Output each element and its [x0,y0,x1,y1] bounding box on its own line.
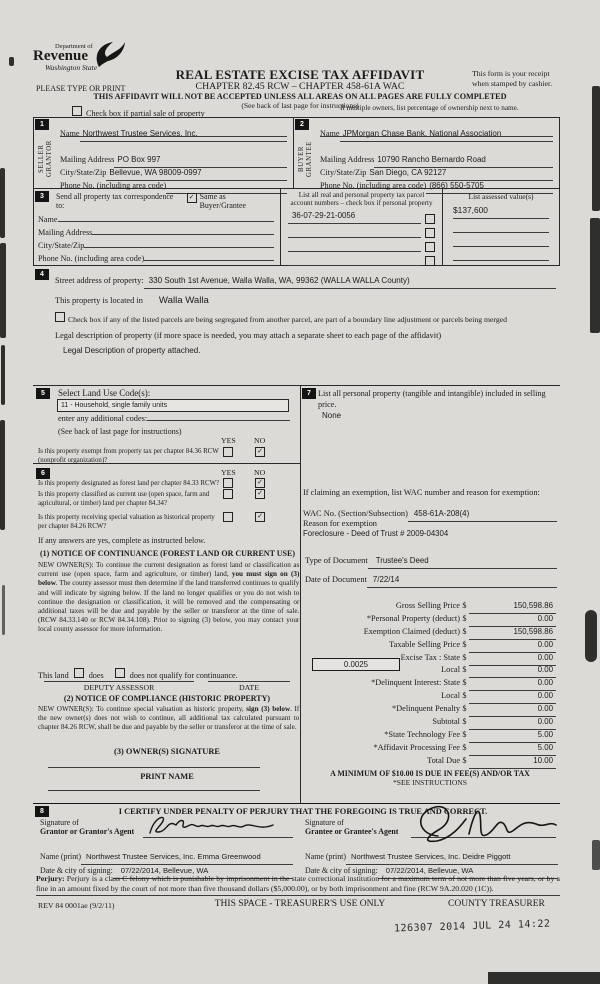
money-value: 0.00 [537,678,553,688]
additional-codes-label: enter any additional codes: [58,414,148,423]
grantee-date-city-value: 07/22/2014, Bellevue, WA [385,866,474,875]
money-value: 0.00 [537,691,553,701]
grantee-printed-name: Northwest Trustee Services, Inc. Deidre Piggott [350,852,511,861]
print-name-line [48,790,260,791]
warning-note: THIS AFFIDAVIT WILL NOT BE ACCEPTED UNLESS ALL AREAS ON ALL PAGES ARE FULLY COMPLETED [93,92,507,101]
perjury-notice [36,874,560,896]
parcel-row-3 [288,238,435,252]
exempt-yes-checkbox [223,447,233,457]
notice1-post: . The county assessor must then determine if the land transferred continues to qualify and will indicate by signing below. If the land no longer qualifies or you do not wish to continue the designation or classification, it will be removed and the compensating or additional taxes will be due and payable by the seller or transferor at the time of sale. (RCW 84.33.140 or RCW 84.34.108). Prior to signing (3) below, you may contact your local county assessor for more information. [38,578,300,634]
does-not-label: does not qualify for continuance. [129,671,238,680]
county-treasurer-label: COUNTY TREASURER [448,899,545,909]
money-label: Excise Tax : State [400,652,460,662]
mailing-label: Mailing Address [60,155,115,164]
legal-description-value: Legal Description of property attached. [63,346,201,355]
buyer-grantee-box [294,118,559,188]
money-row-delinquent-interest-state [302,672,558,688]
continuance-qualify-row [38,668,238,680]
money-value: 150,598.86 [513,601,553,610]
reason-exemption-value: Foreclosure - Deed of Trust # 2009-04304 [303,529,449,538]
corr-city-row [38,241,274,254]
phone-label: Phone No. (including area code) [60,181,167,190]
notice1-pre: NEW OWNER(S): To continue the current designation as forest land or classification as current use (open space, farm and agriculture, or timber) land, [38,560,300,579]
additional-codes-row [58,414,290,423]
parcel-numbers-box [280,189,443,265]
money-value: 10.00 [533,755,553,765]
money-value: 0.00 [537,717,553,727]
box-number-8: 8 [35,806,49,817]
deputy-date-line [208,681,290,682]
print-name-label: PRINT NAME [140,772,194,781]
dept-sub-text: Washington State [45,63,98,72]
scan-artifact [0,168,5,238]
dollar-sign: $ [462,717,467,727]
signature-of-label: Signature of [40,818,79,827]
receipt-note-line2: when stamped by cashier. [472,78,553,88]
see-back-note: (See back of last page for instructions) [241,101,359,110]
seller-side-label-2: GRANTOR [46,140,53,178]
if-any-yes-note: If any answers are yes, complete as instructed below. [38,536,206,545]
dollar-sign: $ [462,613,467,623]
date-city-label: Date & city of signing: [40,866,113,875]
deputy-assessor-line [44,681,194,682]
box-number-2: 2 [295,119,309,130]
money-label: *Affidavit Processing Fee [373,742,460,752]
exempt-no-checkbox: ✓ [255,447,265,457]
city-label: City/State/Zip [38,241,85,250]
parcel-row-1 [288,211,435,224]
money-label: Subtotal [432,717,460,727]
section-divider [33,385,560,386]
revenue-logo-icon [92,40,126,68]
assessed-values-box [443,189,559,265]
dollar-sign: $ [462,626,467,636]
buyer-side-label-2: GRANTEE [306,141,313,177]
date-city-label: Date & city of signing: [305,866,378,875]
grantor-printed-name: Northwest Trustee Services, Inc. Emma Greenwood [85,852,261,861]
money-row-processing-fee [302,737,558,750]
money-value: 150,598.86 [513,626,553,636]
tax-correspondence-section [33,189,560,266]
yes-header-5: YES [221,436,236,445]
owners-signature-heading: (3) OWNER(S) SIGNATURE [114,747,220,756]
box-number-4: 4 [35,269,49,280]
dollar-sign: $ [462,755,467,765]
no-header-5: NO [254,436,266,445]
buyer-city-value: San Diego, CA 92127 [369,168,447,177]
seller-side-label [38,131,53,187]
land-use-code-value: 11 - Household, single family units [61,402,168,409]
money-table [302,595,558,763]
wac-number-label: WAC No. (Section/Subsection) [303,509,408,518]
seller-name-row [60,123,287,136]
dollar-sign: $ [462,729,467,739]
partial-sale-checkbox [72,106,82,116]
name-label: Name [38,215,58,224]
form-title: REAL ESTATE EXCISE TAX AFFIDAVIT [175,67,425,82]
same-as-buyer-checkbox: ✓ [187,193,197,203]
street-address-row [55,270,556,289]
assessed-row-2 [453,219,549,233]
current-use-question: Is this property classified as current use (open space, farm and agricultural, or timber) land per chapter 84.34? [38,489,210,507]
money-label: Local [441,665,460,675]
money-row-excise-local [302,659,558,675]
please-type-note: PLEASE TYPE OR PRINT [36,84,126,93]
form-revision-number: REV 84 0001ae (9/2/11) [38,901,115,910]
name-label: Name [60,129,80,138]
send-correspondence-row [56,192,274,210]
buyer-name-value: JPMorgan Chase Bank, National Association [342,129,502,138]
money-value: 0.00 [537,652,553,662]
multiple-owners-note: If multiple owners, list percentage of ownership next to name. [340,104,519,112]
parcel-2-checkbox [425,228,435,238]
city-label: City/State/Zip [60,168,107,177]
grantor-signature-label [40,818,134,836]
date-of-document-label: Date of Document [305,575,367,584]
see-instructions-note: *SEE INSTRUCTIONS [392,778,468,787]
buyer-side-label [298,131,313,187]
land-use-title: Select Land Use Code(s): [58,388,151,398]
scan-artifact [9,57,14,66]
seller-city-value: Bellevue, WA 98009-0997 [109,168,202,177]
money-label: Total Due [427,755,460,765]
buyer-side-label-1: BUYER [298,145,305,173]
located-in-row [55,295,560,306]
property-address-section [33,266,560,355]
box-number-5: 5 [36,388,50,399]
land-does-not-checkbox [115,668,125,678]
personal-property-value: None [322,411,342,420]
notice2-bold: sign (3) below [246,704,291,713]
notice-continuance-body [38,560,299,634]
grantor-signature-image [145,812,280,839]
segregated-checkbox [55,312,65,322]
column-divider [300,386,301,803]
name-print-label: Name (print) [305,852,346,861]
perjury-text: Perjury is a class C felony which is punishable by imprisonment in the state correctional institution for a maximum term of not more than five years, or by a fine in an amount fixed by the court of not more than five thousand dollars ($5,000.00), or by both imprisonment and fine (RCW 9A.20.020 (1C)). [36,874,560,893]
money-value: 0.00 [537,665,553,675]
parcel-row-2 [288,224,435,238]
assessed-row-3 [453,233,549,247]
money-label: *Delinquent Penalty [392,704,460,714]
seller-side-label-1: SELLER [38,144,45,174]
see-back-note-2: (See back of last page for instructions) [58,427,182,436]
historic-no-checkbox: ✓ [255,512,265,522]
minimum-due-note: A MINIMUM OF $10.00 IS DUE IN FEE(S) AND/OR TAX [330,769,530,778]
legal-description-label: Legal description of property (if more space is needed, you may attach a separate sheet to each page of the affidavit) [55,331,442,340]
money-label: Local [441,691,460,701]
exemption-claim-label: If claiming an exemption, list WAC number and reason for exemption: [303,488,540,497]
forest-question: Is this property designated as forest land per chapter 84.33 RCW? [38,478,220,487]
notice2-pre: NEW OWNER(S): To continue special valuation as historic property, [38,704,247,713]
name-label: Name [320,129,340,138]
money-row-personal [302,608,558,621]
land-does-checkbox [74,668,84,678]
located-in-value: Walla Walla [158,295,209,306]
does-label: does [88,671,104,680]
notice-continuance-title: (1) NOTICE OF CONTINUANCE (FOREST LAND OR CURRENT USE) [40,549,295,558]
parcel-header: List all real and personal property tax parcel account numbers – check box if personal property [290,191,433,208]
money-row-taxable [302,634,558,647]
no-header-6: NO [254,468,266,477]
segregated-row [55,312,560,324]
scan-artifact [592,840,600,870]
box-number-7: 7 [302,388,316,399]
grantee-signature-image [408,790,558,846]
corr-name-row [38,215,274,228]
receipt-note [472,69,552,88]
parties-section [33,117,560,189]
money-row-total-due [302,750,558,763]
exempt-question: Is this property exempt from property tax per chapter 84.36 RCW (nonprofit organization)? [38,446,219,464]
land-use-code-field [57,399,289,412]
money-row-tech-fee [302,724,558,737]
city-label: City/State/Zip [320,168,367,177]
seller-mailing-value: PO Box 997 [117,155,161,164]
name-print-label: Name (print) [40,852,81,861]
money-value: 0.00 [537,639,553,649]
seller-name-value: Northwest Trustee Services, Inc. [82,129,198,138]
deputy-assessor-label: DEPUTY ASSESSOR [83,683,155,692]
treasurer-receipt-stamp: 126307 2014 JUL 24 14:22 [393,918,551,935]
money-row-delinquent-penalty [302,698,558,714]
perjury-bold: Perjury: [36,874,65,883]
certify-statement: I CERTIFY UNDER PENALTY OF PERJURY THAT THE FOREGOING IS TRUE AND CORRECT. [118,807,488,816]
signature-of-label: Signature of [305,818,344,827]
dollar-sign: $ [462,601,467,610]
notice-compliance-body [38,704,299,732]
scan-artifact [585,610,597,662]
correspondence-box [34,189,280,265]
dept-small-text: Department of [55,43,93,50]
reason-exemption-label: Reason for exemption [303,519,377,528]
scan-artifact [592,86,600,211]
parcel-3-checkbox [425,242,435,252]
seller-grantor-box [34,118,294,188]
dollar-sign: $ [462,704,467,714]
money-value: 5.00 [537,742,553,752]
dollar-sign: $ [462,665,467,675]
yes-header-6: YES [221,468,236,477]
street-address-value: 330 South 1st Avenue, Walla Walla, WA, 99362 (WALLA WALLA County) [148,276,410,285]
receipt-note-line1: This form is your receipt [472,69,550,78]
dor-logo [33,43,97,72]
segregated-label: Check box if any of the listed parcels are being segregated from another parcel, are part of a boundary line adjustment or parcels being merged [68,315,507,324]
money-row-subtotal [302,711,558,727]
buyer-mailing-value: 10790 Rancho Bernardo Road [377,155,486,164]
assessed-row-4 [453,247,549,261]
treasurer-space-label: THIS SPACE - TREASURER'S USE ONLY [214,899,386,909]
phone-label: Phone No. (including area code) [38,254,145,263]
wac-number-value: 458-61A-208(4) [413,509,470,518]
deputy-date-label: DATE [239,683,259,692]
money-value: 0.00 [537,613,553,623]
box-number-3: 3 [35,191,49,202]
form-chapter: CHAPTER 82.45 RCW – CHAPTER 458-61A WAC [195,81,405,92]
this-land-label: This land [38,671,69,680]
partial-sale-label: Check box if partial sale of property [86,109,205,118]
forest-yes-checkbox [223,478,233,488]
assessed-value: $137,600 [453,205,488,215]
money-row-exemption [302,621,558,634]
scan-artifact [0,420,5,530]
box-number-6: 6 [36,468,50,479]
money-value: 5.00 [537,729,553,739]
dollar-sign: $ [462,678,467,688]
scan-artifact [590,218,600,333]
seller-mailing-row [60,149,287,162]
dollar-sign: $ [462,652,467,662]
parcel-4-checkbox [425,256,435,266]
scan-artifact [2,585,5,635]
current-no-checkbox: ✓ [255,489,265,499]
dollar-sign: $ [462,691,467,701]
mailing-label: Mailing Address [38,228,93,237]
historic-yes-checkbox [223,512,233,522]
money-row-gross [302,595,558,608]
notice1-bold: you must sign on (3) below [38,569,300,588]
dollar-sign: $ [462,639,467,649]
phone-label: Phone No. (including area code) [320,181,427,190]
scan-artifact [1,345,5,405]
assessed-header: List assessed value(s) [468,192,534,201]
money-label: *State Technology Fee [384,729,460,739]
money-label: *Delinquent Interest: State [371,678,460,688]
mailing-label: Mailing Address [320,155,375,164]
street-address-label: Street address of property: [55,276,144,285]
located-in-label: This property is located in [55,296,143,305]
local-rate-box: 0.0025 [312,658,400,671]
assessed-row-1 [453,206,549,219]
parcel-row-4 [288,252,435,266]
grantee-agent-label: Grantee or Grantee's Agent [305,827,399,836]
type-of-document-row [305,550,557,569]
money-label: Gross Selling Price [395,601,460,610]
buyer-name-row [320,123,553,136]
notice2-post: . If the new owner(s) does not wish to continue, all additional tax calculated pursuant to chapter 84.26 RCW, shall be due and payable by the seller or transferor at the time of sale. [38,704,300,732]
parcel-number-value: 36-07-29-21-0056 [292,211,356,221]
box-number-1: 1 [35,119,49,130]
date-of-document-value: 7/22/14 [372,575,400,584]
type-of-document-value: Trustee's Deed [375,556,429,565]
current-yes-checkbox [223,489,233,499]
money-row-delinquent-interest-local [302,685,558,701]
grantor-agent-label: Grantor or Grantor's Agent [40,827,135,836]
scan-artifact [488,972,600,984]
money-value: 0.00 [537,704,553,714]
dept-name-text: Revenue [33,48,88,64]
date-of-document-row [305,569,557,588]
send-correspondence-label: Send all property tax correspondence to: [56,192,174,210]
notice-compliance-title: (2) NOTICE OF COMPLIANCE (HISTORIC PROPERTY) [63,694,271,703]
money-label: Taxable Selling Price [389,639,460,649]
money-label: Exemption Claimed (deduct) [363,626,460,636]
same-as-buyer-label: Same as Buyer/Grantee [199,192,247,210]
corr-mailing-row [38,228,274,241]
grantee-signature-label [305,818,398,836]
parcel-1-checkbox [425,214,435,224]
personal-property-label: List all personal property (tangible and intangible) included in selling price. [318,389,546,409]
type-of-document-label: Type of Document [305,556,368,565]
dollar-sign: $ [462,742,467,752]
owners-signature-line [48,767,260,768]
grantor-date-city-value: 07/22/2014, Bellevue, WA [120,866,209,875]
scan-artifact [0,243,6,338]
forest-no-checkbox: ✓ [255,478,265,488]
money-label: *Personal Property (deduct) [366,613,460,623]
buyer-mailing-row [320,149,553,162]
buyer-phone-value: (866) 550-5705 [429,181,484,190]
historic-question: Is this property receiving special valuation as historical property per chapter 84.26 RCW? [38,512,215,530]
